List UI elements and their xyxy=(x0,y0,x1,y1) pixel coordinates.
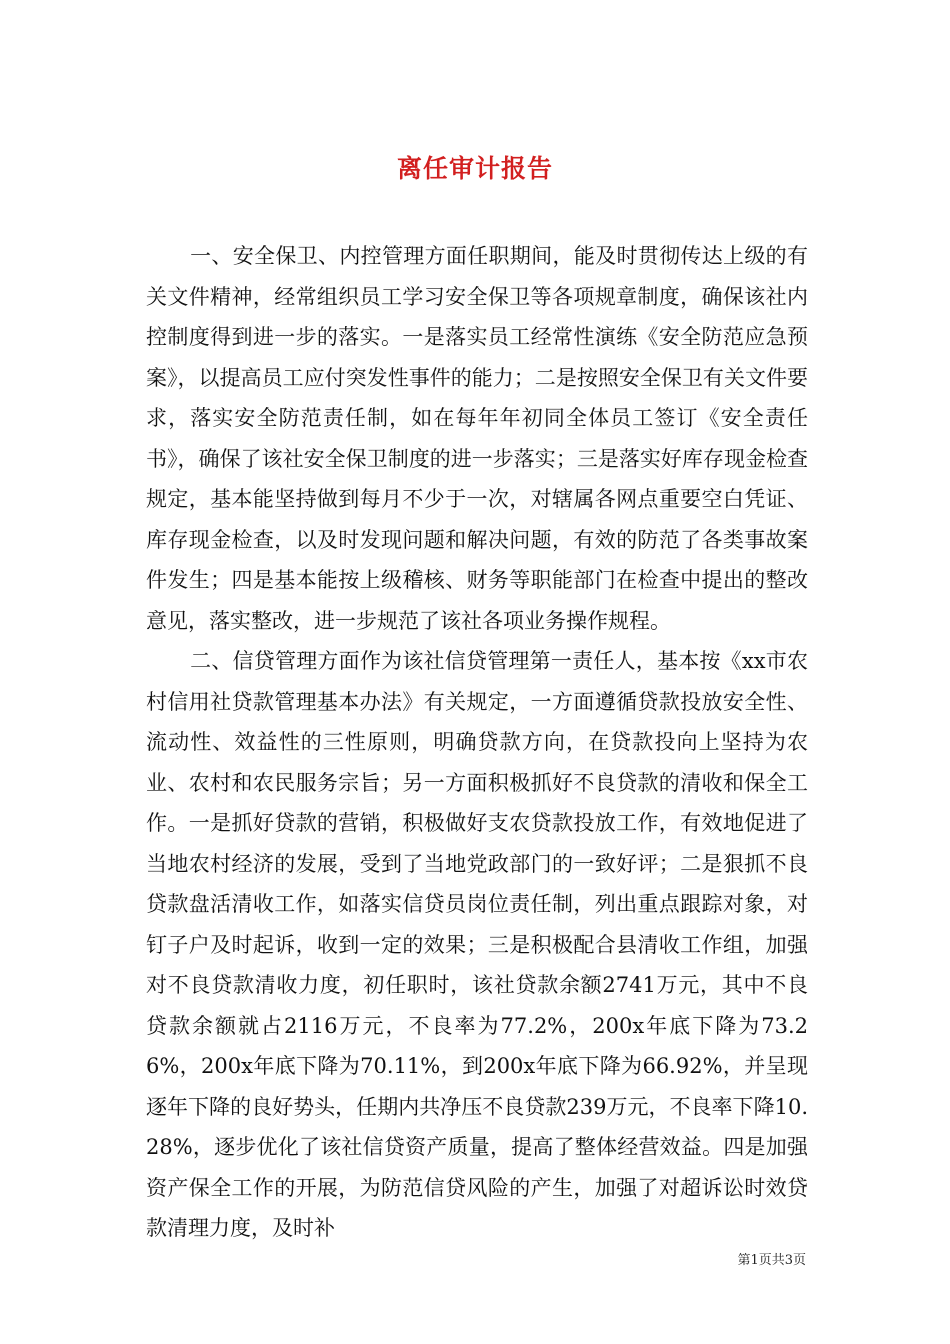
paragraph-security-management: 一、安全保卫、内控管理方面任职期间，能及时贯彻传达上级的有关文件精神，经常组织员工学习安全保卫等各项规章制度，确保该社内控制度得到进一步的落实。一是落实员工经常性演练《安全防范应急预案》，以提高员工应付突发性事件的能力；二是按照安全保卫有关文件要求，落实安全防范责任制，如在每年年初同全体员工签订《安全责任书》，确保了该社安全保卫制度的进一步落实；三是落实好库存现金检查规定，基本能坚持做到每月不少于一次，对辖属各网点重要空白凭证、库存现金检查，以及时发现问题和解决问题，有效的防范了各类事故案件发生；四是基本能按上级稽核、财务等职能部门在检查中提出的整改意见，落实整改，进一步规范了该社各项业务操作规程。 xyxy=(146,244,808,633)
page-number-footer: 第1页共3页 xyxy=(737,1253,806,1268)
document-body xyxy=(146,236,808,1249)
paragraph-credit-management: 二、信贷管理方面作为该社信贷管理第一责任人，基本按《xx市农村信用社贷款管理基本办法》有关规定，一方面遵循贷款投放安全性、流动性、效益性的三性原则，明确贷款方向，在贷款投向上坚持为农业、农村和农民服务宗旨；另一方面积极抓好不良贷款的清收和保全工作。一是抓好贷款的营销，积极做好支农贷款投放工作，有效地促进了当地农村经济的发展，受到了当地党政部门的一致好评；二是狠抓不良贷款盘活清收工作，如落实信贷员岗位责任制，列出重点跟踪对象，对钉子户及时起诉，收到一定的效果；三是积极配合县清收工作组，加强对不良贷款清收力度，初任职时，该社贷款余额2741万元，其中不良贷款余额就占2116万元，不良率为77.2%，200x年底下降为73.26%，200x年底下降为70.11%，到200x年底下降为66.92%，并呈现逐年下降的良好势头，任期内共净压不良贷款239万元，不良率下降10.28%，逐步优化了该社信贷资产质量，提高了整体经营效益。四是加强资产保全工作的开展，为防范信贷风险的产生，加强了对超诉讼时效贷款清理力度，及时补 xyxy=(146,649,808,1240)
document-title: 离任审计报告 xyxy=(396,153,553,183)
